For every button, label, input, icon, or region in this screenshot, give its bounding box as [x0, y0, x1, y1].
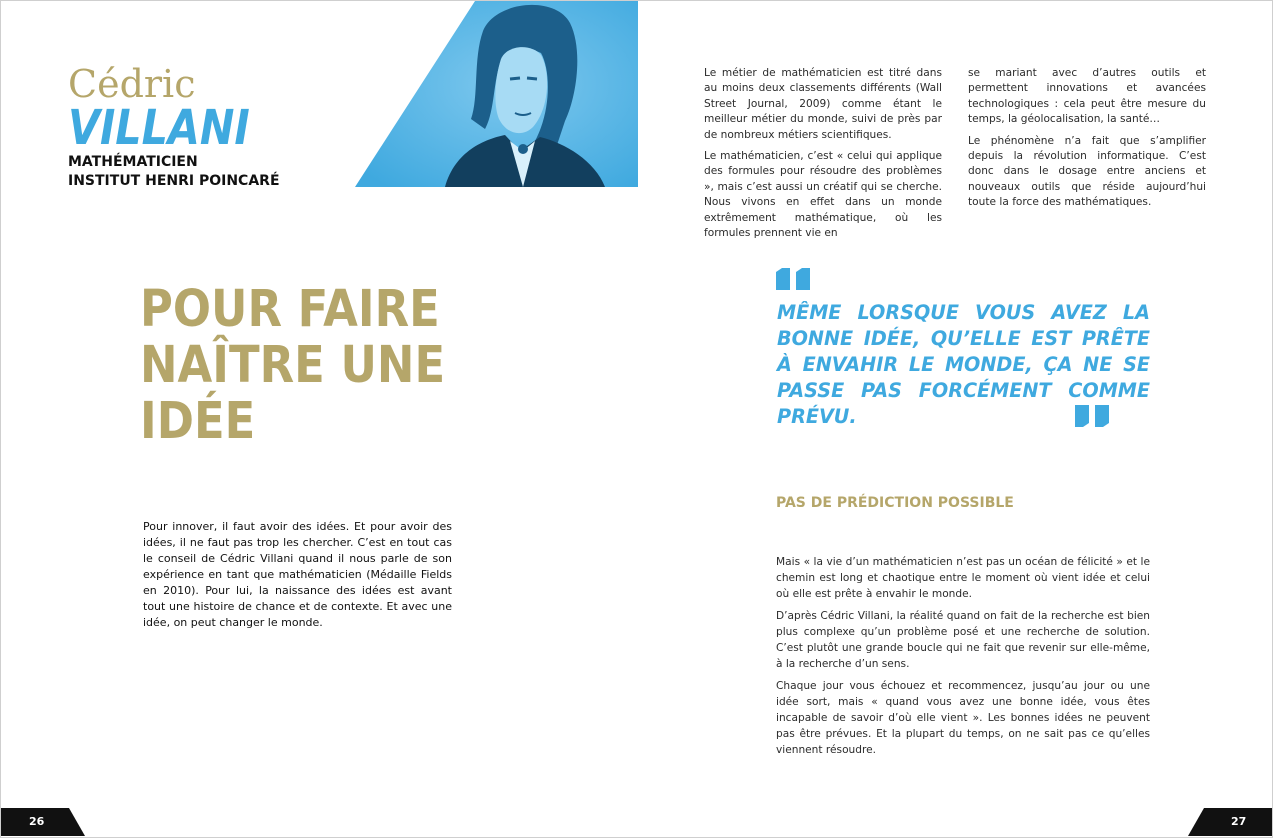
paragraph: Le mathématicien, c’est « celui qui applique des formules pour résoudre des problèmes », mais c’est aussi un créatif qui se cherche. Nous vivons en effet dans un monde extrêmement mathématique, où les formules prennent vie en [704, 150, 942, 240]
top-column-right [968, 66, 1206, 217]
pull-quote: MÊME LORSQUE VOUS AVEZ LA BONNE IDÉE, QU’ELLE EST PRÊTE À ENVAHIR LE MONDE, ÇA NE SE PASSE PAS FORCÉMENT COMME PRÉVU. [777, 301, 1150, 428]
last-name: VILLANI [68, 100, 250, 156]
paragraph: Mais « la vie d’un mathématicien n’est pas un océan de félicité » et le chemin est long et chaotique entre le moment où vient idée et celui où elle est prête à envahir le monde. [776, 556, 1150, 600]
portrait-photo [355, 1, 638, 187]
portrait-image [355, 1, 638, 187]
first-name: Cédric [68, 62, 196, 106]
page-number-left [1, 808, 85, 836]
intro-paragraph: Pour innover, il faut avoir des idées. Et pour avoir des idées, il ne faut pas trop les chercher. C’est en tout cas le conseil de Cédric Villani quand il nous parle de son expérience en tant que mathématicien (Médaille Fields en 2010). Pour lui, la naissance des idées est avant tout une histoire de chance et de contexte. Et avec une idée, on peut changer le monde. [143, 520, 452, 629]
paragraph: se mariant avec d’autres outils et permettent innovations et avancées technologiques : cela peut être mesure du temps, la géolocalisation, la santé… [968, 67, 1206, 126]
section-title: PAS DE PRÉDICTION POSSIBLE [776, 495, 1014, 511]
paragraph: Le métier de mathématicien est titré dans au moins deux classements différents (Wall Street Journal, 2009) comme étant le meilleur métier du monde, suivi de près par de nombreux métiers scientifiques. [704, 67, 942, 141]
paragraph: Chaque jour vous échouez et recommencez, jusqu’au jour ou une idée sort, mais « quand vous avez une bonne idée, vous êtes incapable de savoir d’où elle vient ». Les bonnes idées ne peuvent pas être prévues. Et la plupart du temps, on ne sait pas ce qu’elles viennent résoudre. [776, 680, 1150, 756]
headline-line: NAÎTRE UNE [140, 336, 446, 395]
paragraph: D’après Cédric Villani, la réalité quand on fait de la recherche est bien plus complexe qu’un problème posé et une recherche de solution. C’est plutôt une grande boucle qui ne fait que revenir sur elle-même, à la recherche d’un sens. [776, 610, 1150, 670]
page-number-label: 26 [29, 815, 45, 828]
role-institution: INSTITUT HENRI POINCARÉ [68, 173, 280, 189]
role-block [68, 153, 280, 191]
close-quote-icon [1075, 405, 1113, 433]
page-number-right [1188, 808, 1272, 836]
headline [140, 282, 445, 450]
headline-line: POUR FAIRE [140, 280, 440, 339]
section-body [776, 554, 1150, 764]
role-title: MATHÉMATICIEN [68, 154, 198, 170]
page-number-label: 27 [1231, 815, 1247, 828]
paragraph: Le phénomène n’a fait que s’amplifier depuis la révolution informatique. C’est donc dans le dosage entre anciens et nouveaux outils que réside aujourd’hui toute la force des mathématiques. [968, 134, 1206, 209]
open-quote-icon [776, 268, 814, 296]
top-column-left [704, 66, 942, 247]
headline-line: IDÉE [140, 392, 256, 451]
